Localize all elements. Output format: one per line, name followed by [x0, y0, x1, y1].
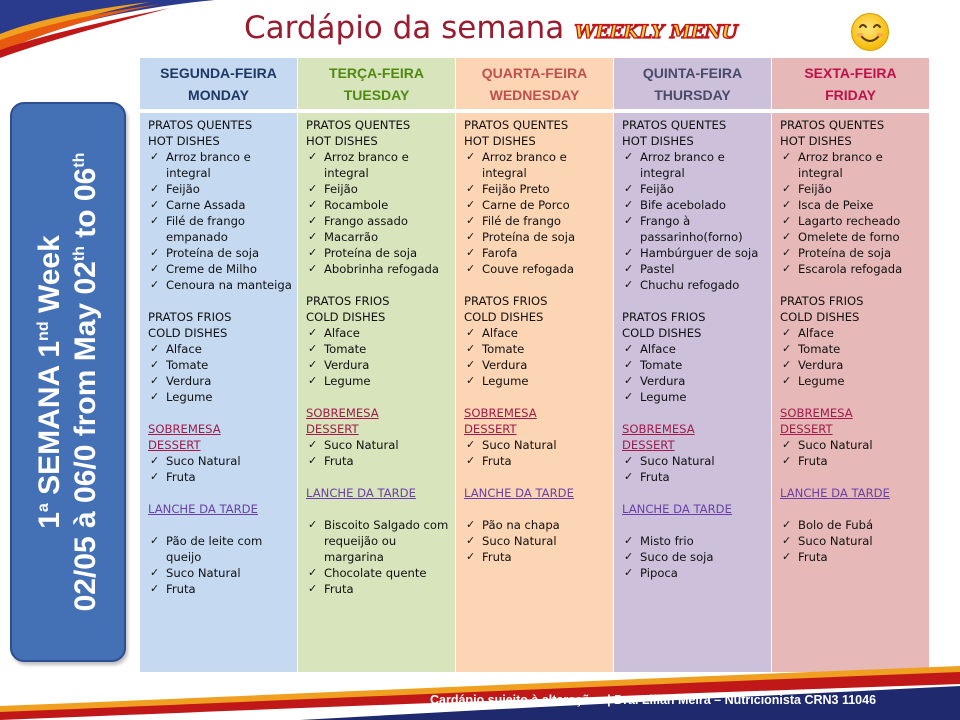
cold-dishes-list: [148, 341, 293, 405]
menu-item: ✓ Suco Natural: [622, 453, 767, 469]
week-label-line2: 02/05 à 06/0 from May 02th to 06th: [69, 152, 102, 612]
menu-item: ✓ Omelete de forno: [780, 229, 925, 245]
day-name-pt: QUINTA-FEIRA: [642, 64, 743, 81]
hot-dishes-list: [622, 149, 767, 293]
day-name-en: THURSDAY: [654, 86, 731, 103]
menu-item: ✓ Proteína de soja: [306, 245, 451, 261]
menu-item: ✓ Suco Natural: [464, 437, 609, 453]
menu-item: ✓ Tomate: [148, 357, 293, 373]
menu-item: ✓ Lagarto recheado: [780, 213, 925, 229]
menu-item: ✓ Fruta: [148, 469, 293, 485]
menu-item: ✓ Suco Natural: [780, 533, 925, 549]
day-name-pt: SEGUNDA-FEIRA: [160, 64, 277, 81]
menu-item: ✓ Verdura: [148, 373, 293, 389]
day-header-thursday: [614, 58, 771, 113]
snack-list: [464, 517, 609, 565]
hot-dishes-title-pt: PRATOS QUENTES: [148, 118, 253, 132]
hot-dishes-list: [464, 149, 609, 277]
cold-dishes-title-en: COLD DISHES: [622, 326, 702, 340]
menu-item: ✓ Verdura: [306, 357, 451, 373]
day-body-monday: [140, 113, 297, 672]
menu-item: ✓ Pipoca: [622, 565, 767, 581]
menu-item: ✓ Pastel: [622, 261, 767, 277]
hot-dishes-list: [306, 149, 451, 277]
menu-item: ✓ Suco Natural: [464, 533, 609, 549]
menu-item: ✓ Frango assado: [306, 213, 451, 229]
menu-item: ✓ Suco Natural: [780, 437, 925, 453]
corner-swoosh-decoration: [0, 0, 215, 58]
menu-item: ✓ Feijão: [148, 181, 293, 197]
day-name-pt: TERÇA-FEIRA: [329, 64, 424, 81]
snack-title: LANCHE DA TARDE: [622, 502, 732, 516]
day-column-thursday: [614, 58, 771, 672]
menu-item: ✓ Fruta: [306, 581, 451, 597]
footer-swoosh-decoration: [0, 662, 960, 720]
menu-item: ✓ Suco Natural: [148, 453, 293, 469]
menu-item: ✓ Escarola refogada: [780, 261, 925, 277]
menu-item: ✓ Legume: [464, 373, 609, 389]
menu-item: ✓ Pão na chapa: [464, 517, 609, 533]
menu-item: ✓ Farofa: [464, 245, 609, 261]
page-title: [244, 10, 737, 50]
day-column-tuesday: [298, 58, 455, 672]
cold-dishes-title-pt: PRATOS FRIOS: [780, 294, 864, 308]
cold-dishes-title-en: COLD DISHES: [464, 310, 544, 324]
menu-item: ✓ Suco Natural: [306, 437, 451, 453]
day-name-pt: SEXTA-FEIRA: [804, 64, 897, 81]
menu-item: ✓ Proteína de soja: [148, 245, 293, 261]
menu-item: ✓ Creme de Milho: [148, 261, 293, 277]
hot-dishes-list: [148, 149, 293, 293]
cold-dishes-title-pt: PRATOS FRIOS: [622, 310, 706, 324]
dessert-title-en: DESSERT: [464, 422, 517, 436]
cold-dishes-title-en: COLD DISHES: [148, 326, 228, 340]
week-label-box: [10, 102, 126, 662]
menu-item: ✓ Fruta: [780, 453, 925, 469]
dessert-title-pt: SOBREMESA: [148, 422, 221, 436]
smiley-icon: [850, 12, 890, 52]
menu-item: ✓ Isca de Peixe: [780, 197, 925, 213]
hot-dishes-title-pt: PRATOS QUENTES: [622, 118, 727, 132]
snack-title: LANCHE DA TARDE: [148, 502, 258, 516]
menu-item: ✓ Arroz branco e integral: [306, 149, 451, 181]
hot-dishes-title-en: HOT DISHES: [464, 134, 536, 148]
menu-item: ✓ Alface: [780, 325, 925, 341]
menu-item: ✓ Misto frio: [622, 533, 767, 549]
menu-item: ✓ Couve refogada: [464, 261, 609, 277]
menu-item: ✓ Fruta: [306, 453, 451, 469]
hot-dishes-title-en: HOT DISHES: [780, 134, 852, 148]
menu-item: ✓ Verdura: [622, 373, 767, 389]
dessert-title-pt: SOBREMESA: [464, 406, 537, 420]
day-body-thursday: [614, 113, 771, 672]
menu-item: ✓ Chocolate quente: [306, 565, 451, 581]
menu-item: ✓ Fruta: [780, 549, 925, 565]
hot-dishes-list: [780, 149, 925, 277]
day-name-pt: QUARTA-FEIRA: [481, 64, 588, 81]
weekly-menu-table: [140, 58, 956, 672]
cold-dishes-title-en: COLD DISHES: [780, 310, 860, 324]
day-column-wednesday: [456, 58, 613, 672]
dessert-title-en: DESSERT: [780, 422, 833, 436]
week-label-line1: 1$^a$ SEMANA 1nd Week: [33, 235, 66, 529]
day-header-tuesday: [298, 58, 455, 113]
menu-item: ✓ Feijão Preto: [464, 181, 609, 197]
dessert-title-pt: SOBREMESA: [780, 406, 853, 420]
hot-dishes-title-pt: PRATOS QUENTES: [306, 118, 411, 132]
menu-item: ✓ Fruta: [148, 581, 293, 597]
menu-item: ✓ Carne de Porco: [464, 197, 609, 213]
menu-item: ✓ Arroz branco e integral: [464, 149, 609, 181]
menu-item: ✓ Bife acebolado: [622, 197, 767, 213]
menu-item: ✓ Filé de frango empanado: [148, 213, 293, 245]
menu-item: ✓ Chuchu refogado: [622, 277, 767, 293]
title-weekly-menu: WEEKLY MENU: [574, 21, 738, 43]
menu-item: ✓ Arroz branco e integral: [780, 149, 925, 181]
day-name-en: TUESDAY: [343, 86, 410, 103]
menu-item: ✓ Fruta: [622, 469, 767, 485]
cold-dishes-title-en: COLD DISHES: [306, 310, 386, 324]
menu-item: ✓ Proteína de soja: [464, 229, 609, 245]
menu-item: ✓ Legume: [622, 389, 767, 405]
snack-title: LANCHE DA TARDE: [780, 486, 890, 500]
menu-item: ✓ Arroz branco e integral: [622, 149, 767, 181]
menu-item: ✓ Fruta: [464, 549, 609, 565]
menu-item: ✓ Arroz branco e integral: [148, 149, 293, 181]
menu-item: ✓ Tomate: [780, 341, 925, 357]
dessert-title-pt: SOBREMESA: [622, 422, 695, 436]
dessert-title-en: DESSERT: [622, 438, 675, 452]
title-main: Cardápio da semana: [244, 10, 565, 46]
menu-item: ✓ Tomate: [464, 341, 609, 357]
hot-dishes-title-en: HOT DISHES: [622, 134, 694, 148]
snack-list: [622, 533, 767, 581]
menu-item: ✓ Frango à passarinho(forno): [622, 213, 767, 245]
dessert-list: [464, 437, 609, 469]
menu-item: ✓ Cenoura na manteiga: [148, 277, 293, 293]
menu-item: ✓ Hambúrguer de soja: [622, 245, 767, 261]
menu-item: ✓ Proteína de soja: [780, 245, 925, 261]
menu-item: ✓ Filé de frango: [464, 213, 609, 229]
day-name-en: WEDNESDAY: [489, 86, 580, 103]
menu-item: ✓ Tomate: [622, 357, 767, 373]
menu-item: ✓ Alface: [464, 325, 609, 341]
menu-item: ✓ Alface: [148, 341, 293, 357]
dessert-title-en: DESSERT: [148, 438, 201, 452]
day-body-wednesday: [456, 113, 613, 672]
menu-item: ✓ Verdura: [780, 357, 925, 373]
menu-item: ✓ Suco de soja: [622, 549, 767, 565]
menu-item: ✓ Tomate: [306, 341, 451, 357]
menu-item: ✓ Feijão: [780, 181, 925, 197]
hot-dishes-title-en: HOT DISHES: [306, 134, 378, 148]
day-name-en: FRIDAY: [825, 86, 876, 103]
menu-item: ✓ Alface: [622, 341, 767, 357]
menu-item: ✓ Verdura: [464, 357, 609, 373]
dessert-list: [780, 437, 925, 469]
dessert-list: [622, 453, 767, 485]
day-header-monday: [140, 58, 297, 113]
day-column-monday: [140, 58, 297, 672]
menu-item: ✓ Pão de leite com queijo: [148, 533, 293, 565]
menu-item: ✓ Feijão: [622, 181, 767, 197]
menu-item: ✓ Fruta: [464, 453, 609, 469]
footer-note: Cardápio sujeito à alterações | Dra. Lilian Meira – Nutricionista CRN3 11046: [430, 693, 877, 707]
menu-item: ✓ Bolo de Fubá: [780, 517, 925, 533]
menu-item: ✓ Macarrão: [306, 229, 451, 245]
day-body-friday: [772, 113, 929, 672]
hot-dishes-title-en: HOT DISHES: [148, 134, 220, 148]
cold-dishes-list: [622, 341, 767, 405]
cold-dishes-list: [464, 325, 609, 389]
day-name-en: MONDAY: [188, 86, 249, 103]
menu-item: ✓ Rocambole: [306, 197, 451, 213]
menu-item: ✓ Legume: [306, 373, 451, 389]
snack-list: [780, 517, 925, 565]
day-header-wednesday: [456, 58, 613, 113]
snack-title: LANCHE DA TARDE: [306, 486, 416, 500]
menu-item: ✓ Legume: [780, 373, 925, 389]
day-column-friday: [772, 58, 929, 672]
dessert-title-pt: SOBREMESA: [306, 406, 379, 420]
cold-dishes-title-pt: PRATOS FRIOS: [306, 294, 390, 308]
snack-title: LANCHE DA TARDE: [464, 486, 574, 500]
menu-item: ✓ Abobrinha refogada: [306, 261, 451, 277]
menu-item: ✓ Legume: [148, 389, 293, 405]
dessert-list: [306, 437, 451, 469]
cold-dishes-title-pt: PRATOS FRIOS: [148, 310, 232, 324]
cold-dishes-list: [306, 325, 451, 389]
menu-item: ✓ Feijão: [306, 181, 451, 197]
cold-dishes-title-pt: PRATOS FRIOS: [464, 294, 548, 308]
cold-dishes-list: [780, 325, 925, 389]
dessert-title-en: DESSERT: [306, 422, 359, 436]
menu-item: ✓ Alface: [306, 325, 451, 341]
hot-dishes-title-pt: PRATOS QUENTES: [464, 118, 569, 132]
hot-dishes-title-pt: PRATOS QUENTES: [780, 118, 885, 132]
menu-item: ✓ Carne Assada: [148, 197, 293, 213]
snack-list: [306, 517, 451, 597]
day-header-friday: [772, 58, 929, 113]
dessert-list: [148, 453, 293, 485]
snack-list: [148, 533, 293, 597]
menu-item: ✓ Suco Natural: [148, 565, 293, 581]
day-body-tuesday: [298, 113, 455, 672]
week-label-text: [32, 112, 104, 652]
menu-item: ✓ Biscoito Salgado com requeijão ou margarina: [306, 517, 451, 565]
